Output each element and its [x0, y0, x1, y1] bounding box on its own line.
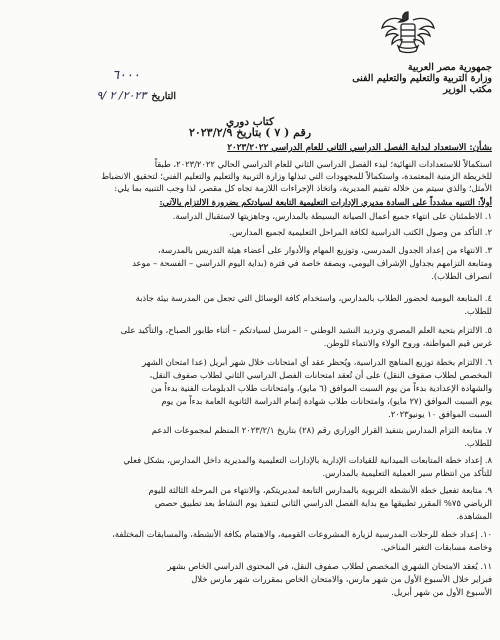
- item-line: ومتابعة التزامهم بجداول الإشراف اليومي، وبصفة خاصة في فترة (بداية اليوم الدراسي – الفسحة – موعد: [132, 258, 492, 268]
- item-line: فبراير خلال الأسبوع الأول من شهر مارس، والامتحان الخاص بمقررات شهر مارس خلال: [191, 574, 492, 584]
- circular-number: رقم ( ٧ ) بتاريخ ٢٠٢٣/٢/٩: [188, 126, 312, 139]
- reference-number: ٦٠٠٠: [112, 68, 140, 83]
- date-label: التاريخ: [151, 91, 176, 102]
- item-line: ٨. إعداد خطة المتابعات الميدانية للقيادات الإدارية بالإدارات التعليمية والمديرية داخل المدارس، بشكل فعلي: [123, 455, 492, 465]
- item-3: [8, 244, 492, 283]
- item-6: [8, 356, 492, 421]
- office-name: مكتب الوزير: [443, 84, 492, 95]
- item-line: انصراف الطلاب).: [431, 271, 492, 281]
- item-line: للتأكد من انتظام سير العملية التعليمية بالمدارس.: [322, 468, 492, 478]
- item-4: [8, 292, 492, 318]
- item-line: ١٠. إعداد خطة للرحلات المدرسية لزيارة المشروعات القومية، والاهتمام بكافة الأنشطة، والمسابقات المختلفة،: [112, 529, 492, 539]
- intro-line: الأمثل؛ والذي سيتم من خلاله تقييم المديرية، واتخاذ الإجراءات اللازمة تجاه كل مقصر، لذا وجب التنبيه بما يلي:: [114, 183, 492, 193]
- eagle-emblem-icon: [380, 6, 436, 64]
- section-heading: أولاً: التنبيه مشدداً على السادة مديري الإدارات التعليمية التابعة لسيادتكم بضرورة الالتزام بالآتي:: [159, 197, 492, 207]
- item-line: للطلاب.: [464, 306, 492, 316]
- item-line: ١١. يُعقد الامتحان الشهري المخصص لطلاب صفوف النقل، في المحتوى الدراسي الخاص بشهر: [167, 561, 492, 571]
- item-5: [8, 324, 492, 350]
- item-7: [8, 424, 492, 450]
- intro-paragraph: [8, 158, 492, 194]
- item-line: الأسبوع الأول من شهر أبريل.: [391, 587, 492, 597]
- item-line: يوم السبت الموافق (٢٧ مايو)، وامتحانات طلاب شهادة إتمام الدراسة الثانوية العامة بدءاً من يوم: [161, 396, 492, 406]
- item-line: ٦. الالتزام بخطة توزيع المناهج الدراسية، ويُحظر عقد أي امتحانات خلال شهر أبريل (عدا امتحان الشهر: [142, 357, 492, 367]
- subject-line: بشأن: الاستعداد لبداية الفصل الدراسي الثاني للعام الدراسي ٢٠٢٣/٢٠٢٢: [227, 143, 492, 153]
- item-line: ١. الاطمئنان على انتهاء جميع أعمال الصيانة البسيطة بالمدارس، وجاهزيتها لاستقبال الدراسة.: [172, 211, 492, 221]
- item-line: للطلاب.: [464, 438, 492, 448]
- item-line: ٣. الانتهاء من إعداد الجدول المدرسي، وتوزيع المهام والأدوار على أعضاء هيئة التدريس بالمدرسة،: [157, 245, 492, 255]
- item-11: [8, 560, 492, 599]
- item-line: ٢. التأكد من وصول الكتب الدراسية لكافة المراحل التعليمية لجميع المدارس.: [229, 227, 492, 237]
- date-value: ٢٠٢٣/ ٢ /٩: [96, 89, 147, 102]
- item-line: المخصص لطلاب صفوف النقل) على أن تُعقد امتحانات الفصل الدراسي الثاني لطلاب صفوف النقل،: [149, 370, 492, 380]
- item-8: [8, 454, 492, 480]
- item-line: المشاهدة.: [456, 511, 492, 521]
- country-name: جمهورية مصر العربية: [407, 62, 492, 73]
- item-line: ٤. المتابعة اليومية لحضور الطلاب بالمدارس، واستخدام كافة الوسائل التي تجعل من المدرسة بيئة جاذبة: [135, 293, 492, 303]
- item-line: وخاصة مسابقات التغير المناخي.: [380, 542, 492, 552]
- item-10: [8, 528, 492, 554]
- date-line: [36, 84, 176, 103]
- item-2: [8, 226, 492, 239]
- item-line: ٩. متابعة تفعيل خطة الأنشطة التربوية بالمدارس التابعة لمديريتكم، والانتهاء من المرحلة الثالثة لليوم: [148, 485, 492, 495]
- item-9: [8, 484, 492, 523]
- item-line: الرياضي ٧٥% المقرر تطبيقها مع بداية الفصل الدراسي الثاني لتنفيذ يوم النشاط بعد تطبيق حصص: [154, 498, 492, 508]
- item-line: غرس قيم المواطنة، وروح الولاء والانتماء للوطن.: [323, 338, 492, 348]
- item-line: ٧. متابعة التزام المدارس بتنفيذ القرار الوزاري رقم (٢٨) بتاريخ ٢٠٢٣/٢/١ المنظم لمجموعات الدعم: [151, 425, 492, 435]
- intro-line: للخريطة الزمنية المعتمدة، واستكمالاً للمجهودات التي تبذلها وزارة التربية والتعليم والتعليم الفني؛ لتحقيق الانضباط: [101, 171, 492, 181]
- item-line: ٥. الالتزام بتحية العلم المصري وترديد النشيد الوطني – المرسل لسيادتكم – أثناء طابور الصباح، والتأكيد على: [120, 325, 492, 335]
- item-line: والشهادة الإعدادية بدءاً من يوم السبت الموافق (٦ مايو)، وامتحانات طلاب الدبلومات الفنية بدءاً من: [151, 383, 492, 393]
- item-line: السبت الموافق ١٠ يونيو٢٠٢٣.: [388, 409, 492, 419]
- letterhead: [342, 62, 492, 95]
- circular-title: كتاب دوري: [226, 116, 274, 128]
- ministry-name: وزارة التربية والتعليم والتعليم الفنى: [352, 73, 492, 84]
- item-1: [8, 210, 492, 223]
- intro-line: استكمالاً للاستعدادات النهائية؛ لبدء الفصل الدراسي الثاني للعام الدراسي الحالي ٢٠٢٣/٢٠٢٢، طبقاً: [154, 159, 492, 169]
